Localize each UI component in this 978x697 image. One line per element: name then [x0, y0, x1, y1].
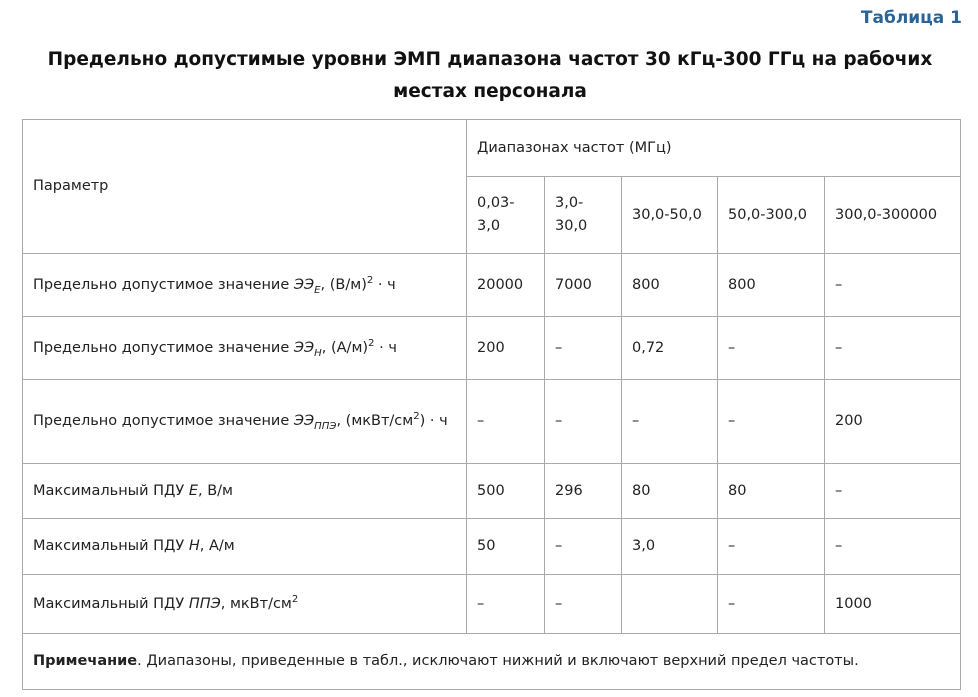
row-label: Максимальный ПДУ H, А/м: [23, 519, 467, 575]
header-range: 300,0-300000: [825, 177, 961, 254]
cell-value: –: [825, 254, 961, 317]
table-title: Предельно допустимые уровни ЭМП диапазона частот 30 кГц-300 ГГц на рабочих местах персонала: [47, 49, 933, 102]
cell-value: –: [825, 317, 961, 380]
table-row: [23, 519, 961, 575]
row-label: Максимальный ПДУ ППЭ, мкВт/$см^2$: [23, 575, 467, 634]
table-row: [23, 254, 961, 317]
cell-value: –: [622, 380, 718, 464]
header-parameter: Параметр: [23, 120, 467, 254]
header-frequency-group: Диапазонах частот (МГц): [467, 120, 961, 177]
cell-value: –: [825, 464, 961, 519]
cell-value: 80: [718, 464, 825, 519]
emf-limits-table: [22, 119, 961, 690]
table-row: [23, 317, 961, 380]
cell-value: –: [545, 519, 622, 575]
note-label: Примечание: [33, 653, 138, 669]
note-row: [23, 634, 961, 690]
cell-value: [622, 575, 718, 634]
cell-value: 800: [718, 254, 825, 317]
row-label: Предельно допустимое значение $ЭЭ_E$, $(В/м)^2 \cdot ч$: [23, 254, 467, 317]
cell-value: 800: [622, 254, 718, 317]
header-range: 30,0-50,0: [622, 177, 718, 254]
cell-value: –: [718, 575, 825, 634]
cell-value: –: [467, 575, 545, 634]
cell-value: 80: [622, 464, 718, 519]
cell-value: –: [545, 575, 622, 634]
table-number-label: Таблица 1: [860, 8, 962, 28]
cell-value: 500: [467, 464, 545, 519]
row-label: Предельно допустимое значение $ЭЭ_H$, $(А/м)^2 \cdot ч$: [23, 317, 467, 380]
header-range: 0,03-3,0: [467, 177, 545, 254]
cell-value: –: [467, 380, 545, 464]
header-range: 3,0-30,0: [545, 177, 622, 254]
cell-value: –: [545, 380, 622, 464]
cell-value: 200: [467, 317, 545, 380]
table-row: [23, 380, 961, 464]
table-row: [23, 575, 961, 634]
cell-value: –: [545, 317, 622, 380]
table-row: [23, 464, 961, 519]
cell-value: 7000: [545, 254, 622, 317]
cell-value: 296: [545, 464, 622, 519]
cell-value: –: [825, 519, 961, 575]
cell-value: 20000: [467, 254, 545, 317]
cell-value: –: [718, 317, 825, 380]
cell-value: 1000: [825, 575, 961, 634]
row-label: Максимальный ПДУ E, В/м: [23, 464, 467, 519]
cell-value: –: [718, 380, 825, 464]
cell-value: 50: [467, 519, 545, 575]
cell-value: –: [718, 519, 825, 575]
cell-value: 3,0: [622, 519, 718, 575]
note-text: . Диапазоны, приведенные в табл., исключают нижний и включают верхний предел частоты.: [137, 653, 859, 669]
cell-value: 0,72: [622, 317, 718, 380]
row-label: Предельно допустимое значение $ЭЭ_{ППЭ}$, $(мкВт/см^2) \cdot ч$: [23, 380, 467, 464]
header-range: 50,0-300,0: [718, 177, 825, 254]
table-note: [23, 634, 961, 690]
cell-value: 200: [825, 380, 961, 464]
